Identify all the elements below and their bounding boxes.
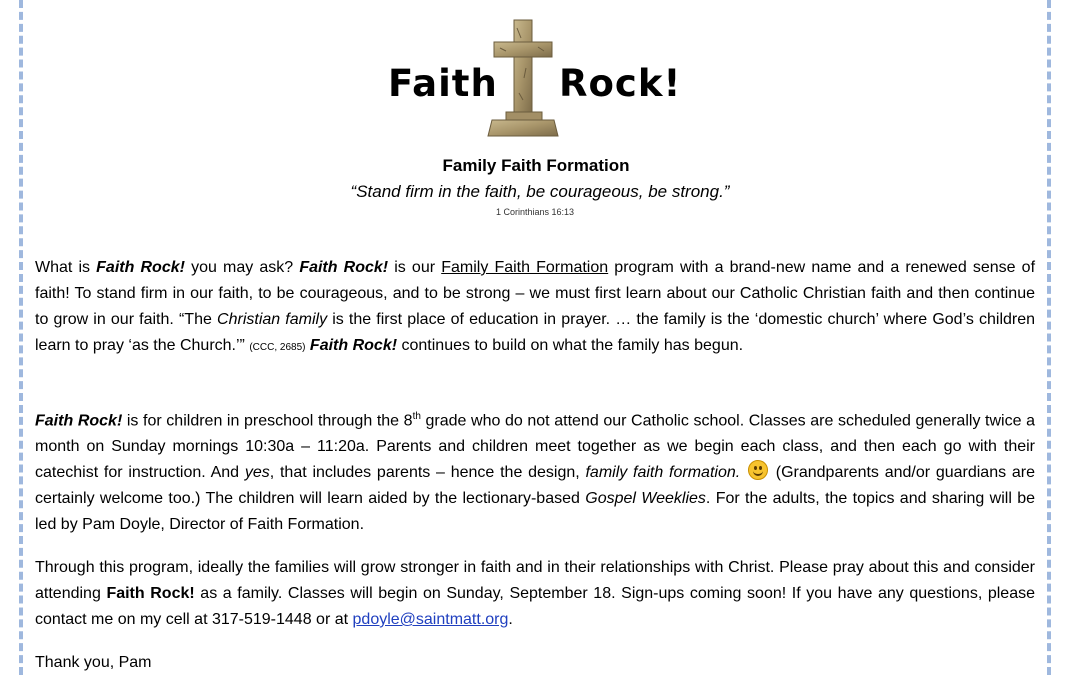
family-faith-formation-underlined: Family Faith Formation xyxy=(441,259,609,276)
faith-rock-name: Faith Rock! xyxy=(309,337,398,354)
scripture-quote: “Stand firm in the faith, be courageous, be strong.” xyxy=(350,182,730,201)
paragraph-details: Faith Rock! is for children in preschool through the 8th grade who do not attend our Catholic school. Classes are scheduled generally twice a month on Sunday mornings 10:30a – 11:20a. Parents and children meet together as we begin each class, and then each go with their catechist for instruction. And yes, that includes parents – hence the design, family faith formation. (Grandparents and/or guardians are certainly welcome too.) The children will learn aided by the lectionary-based Gospel Weeklies. For the adults, the topics and sharing will be led by Pam Doyle, Director of Faith Formation. xyxy=(35,411,1036,534)
paragraph-invitation: Through this program, ideally the families will grow stronger in faith and in their relationships with Christ. Please pray about this and consider attending Faith Rock! as a family. Classes will begin on Sunday, September 18. Sign-ups coming soon! If you have any questions, please contact me on my cell at 317-519-1448 or at pdoyle@saintmatt.org. xyxy=(35,559,1036,628)
faith-rock-logo xyxy=(0,18,1072,138)
faith-rock-name: Faith Rock! xyxy=(96,259,185,276)
signoff: Thank you, Pam xyxy=(35,654,152,671)
faith-rock-name: Faith Rock! xyxy=(299,259,389,276)
scripture-citation: 1 Corinthians 16:13 xyxy=(495,207,575,217)
stone-cross-icon xyxy=(486,18,560,138)
page-title: Family Faith Formation xyxy=(442,156,630,175)
ccc-citation: (CCC, 2685) xyxy=(249,342,306,353)
smiley-face-icon xyxy=(748,460,768,480)
email-link[interactable]: pdoyle@saintmatt.org xyxy=(352,611,509,628)
faith-rock-name: Faith Rock! xyxy=(106,585,195,602)
paragraph-intro: What is Faith Rock! you may ask? Faith Rock! is our Family Faith Formation program with a brand-new name and a renewed sense of faith! To stand firm in our faith, to be courageous, and to be strong – we must first learn about our Catholic Christian faith and then continue to grow in our faith. “The Christian family is the first place of education in prayer. … the family is the ‘domestic church’ where God’s children learn to pray ‘as the Church.’” (CCC, 2685) Faith Rock! continues to build on what the family has begun. xyxy=(35,259,1036,354)
faith-rock-name: Faith Rock! xyxy=(35,412,123,430)
logo-word-rock: Rock! xyxy=(559,62,682,105)
logo-word-faith: Faith xyxy=(388,62,498,105)
